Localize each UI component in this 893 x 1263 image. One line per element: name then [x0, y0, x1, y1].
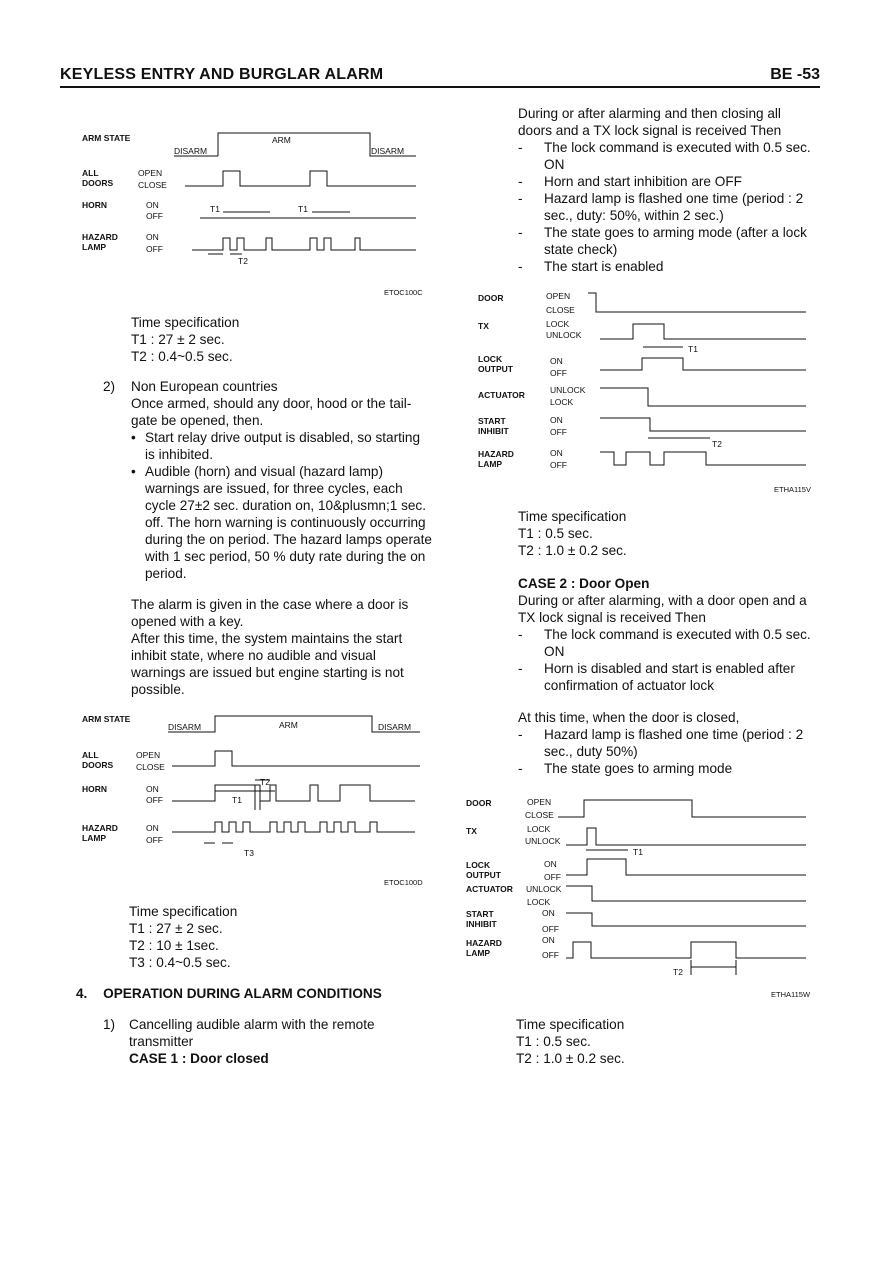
time-spec-3: Time specification T1 : 0.5 sec. T2 : 1.0 ± 0.2 sec. [518, 509, 627, 558]
page-number: BE -53 [770, 66, 820, 83]
section-4-1: 1) Cancelling audible alarm with the remote transmitter CASE 1 : Door closed [103, 1017, 375, 1066]
figure-code: ETOC100D [384, 878, 423, 887]
signal-label: HORN [82, 200, 108, 210]
page-header [60, 64, 820, 88]
time-spec-2: Time specification T1 : 27 ± 2 sec. T2 : 10 ± 1sec. T3 : 0.4~0.5 sec. [129, 904, 238, 970]
case-2: CASE 2 : Door Open During or after alarming, with a door open and a TX lock signal is received Then - The lock command is executed with 0.5 sec. ON - Horn is disabled and start is enabled after confirmation of actuator lock At this time, when the door is closed, - Hazard lamp is flashed one time (period : 2 sec., duty 50%) - The state goes to arming mode [518, 575, 818, 777]
waveforms [80, 710, 440, 890]
signal-label: ARM STATE [82, 133, 131, 143]
signal-label: ALL DOORS [82, 168, 114, 188]
page-title: KEYLESS ENTRY AND BURGLAR ALARM [60, 66, 384, 83]
dash-item: - The state goes to arming mode [518, 761, 733, 776]
dash-item: - The lock command is executed with 0.5 sec. ON [518, 627, 811, 659]
figure-code: ETHA115V [774, 485, 811, 494]
timing-diagram-2: ARM STATE ALL DOORS OPEN CLOSE HORN ON OFF HAZARD LAMP ON OFF DISARM ARM DISARM T2 T1 T3 ETOC100D [80, 710, 440, 890]
figure-code: ETHA115W [771, 990, 811, 999]
timing-diagram-4: DOOR OPEN CLOSE TX LOCK UNLOCK LOCK OUTPUT ON OFF ACTUATOR UNLOCK LOCK START INHIBIT ON OFF HAZARD LAMP ON OFF T1 T2 ETHA115W [466, 795, 826, 1000]
section-2: 2) Non European countries Once armed, should any door, hood or the tail-gate be opened, then. • Start relay drive output is disabled, so starting is inhibited. • Audible (horn) and visual (hazard lamp) warnings are issued, for three cycles, each cycle 27±2 sec. duration on, 10&plusmn;1 sec. off. The horn warning is continuously occurring during the on period. The hazard lamps operate with 1 sec period, 50 % duty rate during the on period. The alarm is given in the case where a door is opened with a key. After this time, the system maintains the start inhibit state, where no audible and visual warnings are issued but engine starting is not possible. [103, 379, 432, 697]
waveforms [478, 288, 823, 498]
time-spec-4: Time specification T1 : 0.5 sec. T2 : 1.0 ± 0.2 sec. [516, 1017, 625, 1066]
bullet-item: • Start relay drive output is disabled, so starting is inhibited. [131, 430, 421, 462]
signal-label: HAZARD LAMP [82, 232, 118, 252]
dash-item: - The start is enabled [518, 259, 664, 274]
bullet-item: • Audible (horn) and visual (hazard lamp) warnings are issued, for three cycles, each cycle 27±2 sec. duration on, 10&plusmn;1 sec. off. The horn warning is continuously occurring during the on period. The hazard lamps operate with 1 sec period, 50 % duty rate during the on period. [131, 464, 432, 581]
timing-diagram-3: DOOR OPEN CLOSE TX LOCK UNLOCK LOCK OUTPUT ON OFF ACTUATOR UNLOCK LOCK START INHIBIT ON OFF HAZARD LAMP ON OFF T1 T2 ETHA115V [478, 288, 823, 498]
dash-item: - The lock command is executed with 0.5 sec. ON [518, 140, 811, 172]
time-spec-1: Time specification T1 : 27 ± 2 sec. T2 : 0.4~0.5 sec. [131, 315, 240, 364]
section-4-heading: 4. OPERATION DURING ALARM CONDITIONS [76, 986, 382, 1001]
dash-item: - Horn is disabled and start is enabled after confirmation of actuator lock [518, 661, 795, 693]
dash-item: - The state goes to arming mode (after a lock state check) [518, 225, 807, 257]
right-intro: During or after alarming and then closing all doors and a TX lock signal is received Then - The lock command is executed with 0.5 sec. ON - Horn and start inhibition are OFF - Hazard lamp is flashed one time (period : 2 sec., duty: 50%, within 2 sec.) - The state goes to arming mode (after a lock state check) - The start is enabled [518, 105, 818, 275]
dash-item: - Hazard lamp is flashed one time (period : 2 sec., duty: 50%, within 2 sec.) [518, 191, 804, 223]
dash-item: - Hazard lamp is flashed one time (period : 2 sec., duty 50%) [518, 727, 804, 759]
dash-item: - Horn and start inhibition are OFF [518, 174, 742, 189]
timing-diagram-1: ARM STATE ALL DOORS OPEN CLOSE HORN ON OFF HAZARD LAMP ON OFF DISARM ARM DISARM T1 T1 T2 ETOC100C [80, 128, 440, 298]
waveforms [466, 795, 826, 1000]
waveforms [80, 128, 440, 298]
figure-code: ETOC100C [384, 288, 423, 297]
